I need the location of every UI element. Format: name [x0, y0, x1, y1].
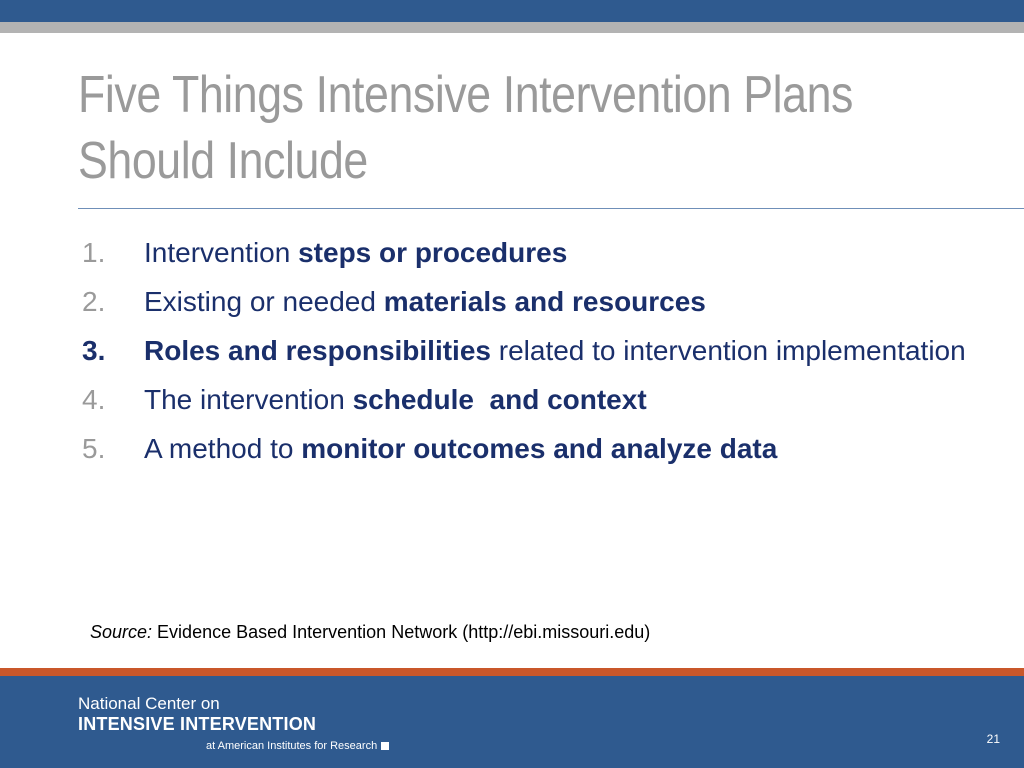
page-number: 21 [986, 732, 1000, 746]
slide-title-line-1: Five Things Intensive Intervention Plans [78, 66, 853, 124]
list-item-number: 1. [82, 237, 106, 268]
item-bold-text: materials and resources [383, 286, 706, 317]
item-lead-text: A method to [144, 433, 302, 464]
org-affiliation-text: at American Institutes for Research [206, 740, 378, 752]
org-logo-line-3 [206, 740, 389, 752]
slide-title-line-2: Should Include [78, 132, 368, 190]
item-bold-text: steps or procedures [298, 237, 568, 268]
org-logo-line-1: National Center on [78, 694, 220, 713]
source-text: Evidence Based Intervention Network (http://ebi.missouri.edu) [152, 622, 651, 642]
item-bold-text: monitor outcomes and analyze data [301, 433, 778, 464]
source-label: Source: [90, 622, 153, 642]
item-bold-text: Roles and responsibilities [144, 335, 491, 366]
top-banner-gray [0, 22, 1024, 33]
list-item [82, 332, 982, 370]
footer-bar [0, 676, 1024, 768]
list-item-text [144, 430, 982, 468]
list-item-text [144, 381, 982, 419]
list-item [82, 381, 982, 419]
item-lead-text: Existing or needed [144, 286, 384, 317]
title-divider [78, 208, 1024, 209]
list-item-number: 5. [82, 433, 106, 464]
footer-accent-stripe [0, 668, 1024, 676]
list-item-number: 4. [82, 384, 106, 415]
item-bold-text: schedule and context [352, 384, 647, 415]
top-banner-blue [0, 0, 1024, 22]
item-lead-text: The intervention [144, 384, 353, 415]
list-item-text [144, 283, 982, 321]
slide-title [78, 62, 878, 194]
list-item [82, 430, 982, 468]
list-item-text [144, 332, 982, 370]
item-lead-text: Intervention [144, 237, 299, 268]
list-item [82, 234, 982, 272]
list-item-text [144, 234, 982, 272]
source-citation [90, 622, 650, 643]
list-item-number: 3. [82, 335, 106, 366]
list-item-number: 2. [82, 286, 106, 317]
square-logo-icon [381, 742, 389, 750]
org-logo-line-2: INTENSIVE INTERVENTION [78, 714, 317, 734]
item-tail-text: related to intervention implementation [490, 335, 966, 366]
numbered-list [82, 234, 982, 479]
list-item [82, 283, 982, 321]
